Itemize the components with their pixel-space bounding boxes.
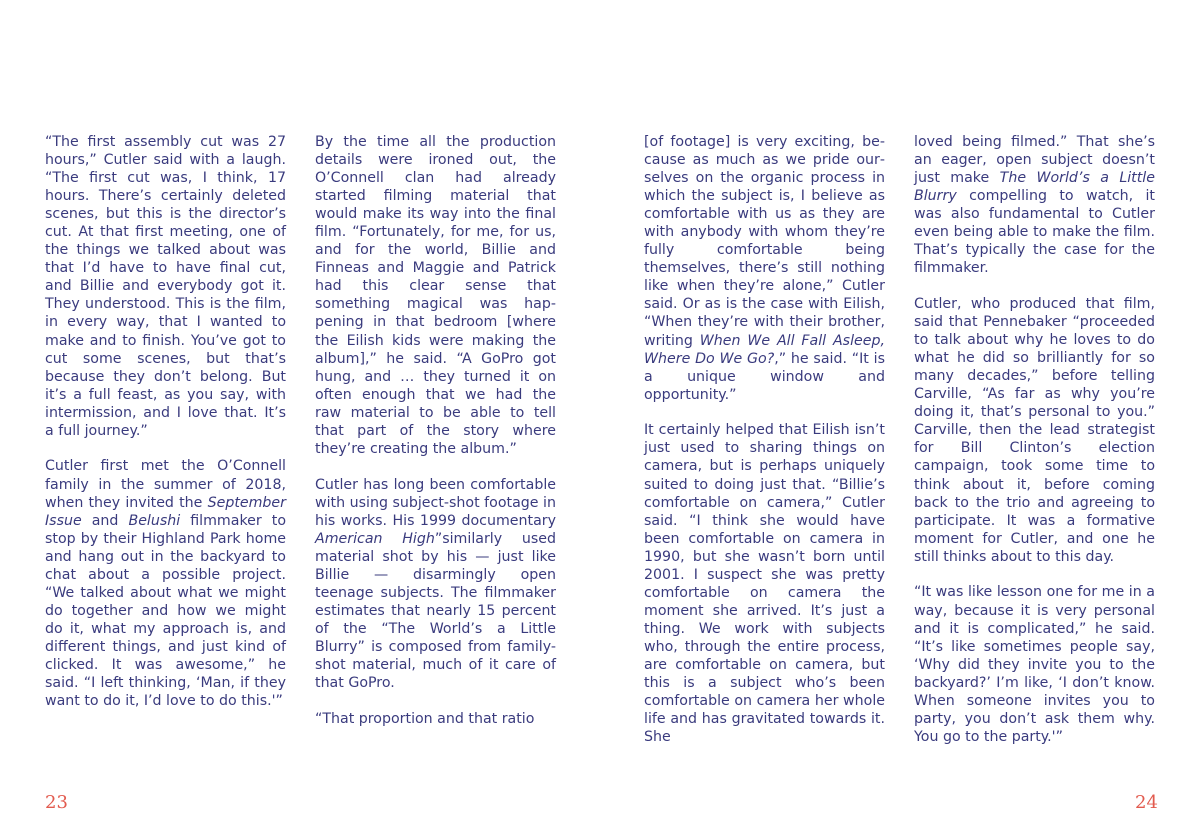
paragraph: loved being filmed.” That she’s an eager, open subject doesn’t just make The World’s a Little Blurry compelling to watch, it was also fundamental to Cutler even being able to make the film. That’s typically the case for the filmmaker. (914, 134, 1155, 277)
paragraph: “The first assembly cut was 27 hours,” Cutler said with a laugh. “The first cut was, I think, 17 hours. There’s certainly deleted scenes, but this is the director’s cut. At that first meeting, one of the things we talked about was that I’d have to have final cut, and Billie and everybody got it. They understood. This is the film, in every way, that I wanted to make and to finish. You’ve got to cut some scenes, but that’s because they don’t belong. But it’s a full feast, as you say, with intermission, and I love that. It’s a full journey.” (45, 134, 286, 439)
text-column-1 (45, 133, 286, 728)
paragraph: “That proportion and that ratio (315, 710, 535, 727)
page-number-left: 23 (45, 792, 68, 813)
text-column-2 (315, 133, 556, 746)
text-column-3 (644, 133, 885, 764)
paragraph: [of footage] is very exciting, because as much as we pride ourselves on the organic process in which the subject is, I believe as comfortable with us as they are with anybody with whom they’re fully comfortable being themselves, there’s still nothing like when they’re alone,” Cutler said. Or as is the case with Eilish, “When they’re with their brother, writing When We All Fall Asleep, Where Do We Go?,” he said. “It is a unique window and opportunity.” (644, 134, 886, 403)
paragraph: By the time all the production details were ironed out, the O’Connell clan had already started filming material that would make its way into the final film. “Fortunately, for me, for us, and for the world, Billie and Finneas and Maggie and Patrick had this clear sense that something magical was happening in that bedroom [where the Eilish kids were making the album],” he said. “A GoPro got hung, and … they turned it on often enough that we had the raw material to be able to tell that part of the story where they’re creating the album.” (315, 134, 556, 457)
paragraph: Cutler first met the O’Connell family in the summer of 2018, when they invited the September Issue and Belushi filmmaker to stop by their Highland Park home and hang out in the backyard to chat about a possible project. “We talked about what we might do together and how we might do it, what my approach is, and different things, and just kind of clicked. It was awesome,” he said. “I left thinking, ‘Man, if they want to do it, I’d love to do this.'” (45, 458, 286, 710)
paragraph: Cutler, who produced that film, said that Pennebaker “proceeded to talk about why he loves to do what he did so brilliantly for so many decades,” before telling Carville, “As far as why you’re doing it, that’s personal to you.” Carville, then the lead strategist for Bill Clinton’s election campaign, took some time to think about it, before coming back to the trio and agreeing to participate. It was a formative moment for Cutler, and one he still thinks about to this day. (914, 296, 1155, 565)
text-column-4 (914, 133, 1155, 764)
paragraph: Cutler has long been comfortable with using subject-shot footage in his works. His 1999 documentary American High”similarly used material shot by his — just like Billie — disarmingly open teenage subjects. The filmmaker estimates that nearly 15 percent of the “The World’s a Little Blurry” is composed from family-shot material, much of it care of that GoPro. (315, 476, 556, 692)
paragraph: “It was like lesson one for me in a way, because it is very personal and it is complicated,” he said. “It’s like sometimes people say, ‘Why did they invite you to the backyard?’ I’m like, ‘I don’t know. When someone invites you to party, you don’t ask them why. You go to the party.'” (914, 584, 1155, 745)
paragraph: It certainly helped that Eilish isn’t just used to sharing things on camera, but is perhaps uniquely suited to doing just that. “Billie’s comfortable on camera,” Cutler said. “I think she would have been comfortable on camera in 1990, but she wasn’t born until 2001. I suspect she was pretty comfortable on camera the moment she arrived. It’s just a thing. We work with subjects who, through the entire process, are comfortable on camera, but this is a subject who’s been comfortable on camera her whole life and has gravitated towards it. She (644, 422, 885, 746)
page-number-right: 24 (1135, 792, 1158, 813)
